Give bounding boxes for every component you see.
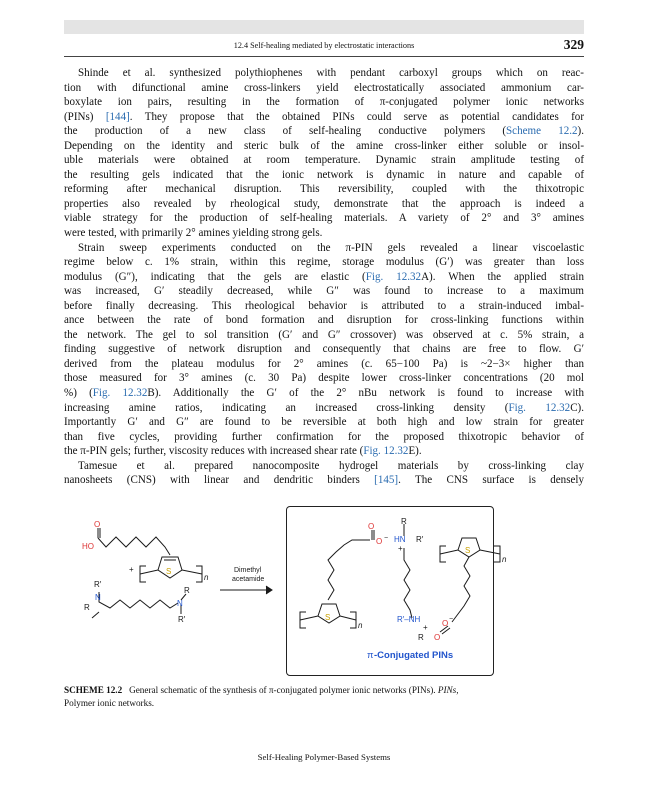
product-O-top: O bbox=[368, 522, 375, 531]
product-O-minus: O bbox=[376, 537, 383, 546]
diamine-r-left bbox=[92, 612, 99, 618]
reference-link[interactable]: [145] bbox=[374, 474, 399, 487]
thiophene-S-product-right: S bbox=[465, 546, 471, 555]
minus-sign-top: − bbox=[384, 535, 389, 542]
line-text: the π-PIN gels; further, viscosity reduces with increased shear rate ( bbox=[64, 445, 364, 458]
reference-link[interactable]: [144] bbox=[105, 110, 130, 123]
diamine-chain bbox=[99, 592, 178, 608]
atom-O: O bbox=[94, 520, 101, 529]
line-text: increasing amine ratios, indicating an increased cross-linking density ( bbox=[64, 401, 509, 414]
line-text: B). Additionally the G′ of the 2° nBu network is found to increase with bbox=[147, 387, 584, 400]
caption-label: SCHEME 12.2 bbox=[64, 685, 123, 695]
reaction-arrow-head bbox=[266, 586, 272, 594]
scheme-caption bbox=[64, 684, 584, 710]
line-text: tion with difunctional amine cross-linkers yield electrostatically associated ammonium car- bbox=[64, 81, 584, 94]
line-text: (PINs) bbox=[64, 110, 106, 123]
line-text: Depending on the identity and steric bulk of the amine cross-linker either soluble or insol- bbox=[64, 139, 584, 152]
line-text: ance between the rate of bond formation and disruption for cross-linking functions within bbox=[64, 314, 584, 327]
line-text: . The CNS surface is densely bbox=[398, 474, 584, 487]
line-text: E). bbox=[408, 445, 422, 458]
product-R-bottom: R bbox=[418, 633, 424, 642]
plus-sign: + bbox=[129, 565, 134, 574]
repeat-n-product-right: n bbox=[502, 555, 507, 564]
line-text: A). When the applied strain bbox=[421, 270, 584, 283]
product-carbonyl bbox=[372, 530, 374, 540]
product-chain-1 bbox=[328, 540, 370, 600]
line-text: uble materials were obtained at room temperature. Dynamic strain amplitude testing of bbox=[64, 154, 584, 167]
repeat-n-left: n bbox=[204, 573, 209, 582]
line-text: properties also revealed by rheological study, demonstrate that the approach is indeed a bbox=[64, 197, 584, 210]
line-text: Shinde et al. synthesized polythiophenes with pendant carboxyl groups which on reac- bbox=[78, 67, 584, 79]
line-text: derived from the plateau modulus for 2° amines (c. 65−100 Pa) is ~2−3× higher than bbox=[64, 357, 584, 370]
acid-chain bbox=[98, 537, 170, 555]
caption-abbr-def: Polymer ionic networks. bbox=[64, 698, 155, 708]
line-text: nanosheets (CNS) with linear and dendritic binders bbox=[64, 474, 375, 487]
caption-abbr: PINs, bbox=[437, 685, 459, 695]
product-HN: HN bbox=[394, 535, 406, 544]
page-number: 329 bbox=[563, 37, 584, 52]
line-text: Tamesue et al. prepared nanocomposite hydrogel materials by cross-linking clay bbox=[78, 459, 584, 472]
product-RNH: R′–NH bbox=[397, 615, 421, 624]
line-text: C). bbox=[570, 401, 584, 414]
atom-R-left: R bbox=[84, 603, 90, 612]
solvent-line2: acetamide bbox=[232, 576, 265, 583]
line-text: modulus (G″), indicating that the gels are elastic ( bbox=[64, 270, 366, 283]
line-text: viable strategy for the production of self-healing materials. A variety of 2° and 3° amines bbox=[64, 212, 584, 225]
reference-link[interactable]: Fig. 12.32 bbox=[365, 270, 422, 283]
line-text: than five cycles, providing further confirmation for the proposed thixotropic behavior of bbox=[64, 430, 584, 443]
atom-R-right-top: R bbox=[184, 586, 190, 595]
product-R-top: R bbox=[401, 517, 407, 526]
label-conjugated-pins: -Conjugated PINs bbox=[374, 650, 454, 661]
line-text: %) ( bbox=[64, 387, 93, 400]
line-text: ). bbox=[577, 125, 584, 138]
thiophene-S-left: S bbox=[166, 567, 172, 576]
line-text: was increased, G′ steadily decreased, while G″ was found to increase to a maximum bbox=[64, 285, 584, 298]
running-title: 12.4 Self-healing mediated by electrostatic interactions bbox=[233, 41, 415, 50]
line-text: the resulting gels indicated that the ionic network is dynamic in nature and capable of bbox=[64, 168, 584, 181]
line-text: finding suggestive of network disruption and consequently that chains are free to flow. G′ bbox=[64, 343, 584, 356]
line-text: . They propose that the obtained PINs could serve as potential candidates for bbox=[129, 110, 585, 123]
atom-R-prime-right: R′ bbox=[178, 615, 186, 624]
product-O-bottom-minus: O bbox=[442, 619, 449, 628]
reference-link[interactable]: Fig. 12.32 bbox=[92, 387, 148, 400]
page-footer: Self-Healing Polymer-Based Systems bbox=[257, 752, 391, 762]
solvent-line1: Dimethyl bbox=[234, 567, 262, 574]
line-text: before finally decreasing. This rheological behavior is attributed to a strain-induced imbal- bbox=[64, 299, 584, 312]
reference-link[interactable]: Fig. 12.32 bbox=[508, 401, 571, 414]
atom-R-prime-left: R′ bbox=[94, 580, 102, 589]
line-text: Importantly G′ and G″ are found to be reversible at both high and low strain for greater bbox=[64, 416, 584, 429]
line-text: reforming after mechanical disruption. This reversibility, coupled with the thixotropic bbox=[64, 183, 584, 196]
atom-N-right: N bbox=[177, 599, 183, 608]
product-O-bottom: O bbox=[434, 633, 441, 642]
reference-link[interactable]: Fig. 12.32 bbox=[363, 445, 409, 458]
product-chain-2 bbox=[452, 557, 470, 622]
label-pi: π bbox=[367, 650, 374, 661]
line-text: were tested, with primarily 2° amines yielding strong gels. bbox=[64, 227, 323, 240]
line-text: those measured for 3° amines (c. 30 Pa) despite lower cross-linker concentrations (20 mol bbox=[64, 372, 584, 385]
line-text: boxylate ion pairs, resulting in the formation of π-conjugated polymer ionic networks bbox=[64, 96, 584, 109]
reference-link[interactable]: Scheme 12.2 bbox=[506, 125, 578, 138]
atom-N-left: N bbox=[95, 593, 101, 602]
caption-text: General schematic of the synthesis of π-conjugated polymer ionic networks (PINs). bbox=[129, 685, 436, 695]
line-text: Strain sweep experiments conducted on the π-PIN gels revealed a linear viscoelastic bbox=[78, 241, 584, 254]
repeat-n-product-left: n bbox=[358, 621, 363, 630]
product-plus-bottom: + bbox=[423, 623, 428, 632]
thiophene-S-product-left: S bbox=[325, 613, 331, 622]
line-text: regime below c. 1% strain, within this regime, storage modulus (G′) was greater than loss bbox=[64, 256, 584, 269]
line-text: the production of a new class of self-healing conductive polymers ( bbox=[64, 125, 507, 138]
atom-HO: HO bbox=[82, 542, 94, 551]
line-text: the network. The gel to sol transition (G′ and G″ crossover) was observed at c. 5% strain, a bbox=[64, 328, 584, 341]
minus-sign-bottom: − bbox=[449, 616, 454, 623]
ammonium-chain bbox=[404, 548, 412, 618]
product-plus-top: + bbox=[398, 544, 403, 553]
carbonyl-bond bbox=[98, 528, 100, 538]
product-R-prime-top: R′ bbox=[416, 535, 424, 544]
